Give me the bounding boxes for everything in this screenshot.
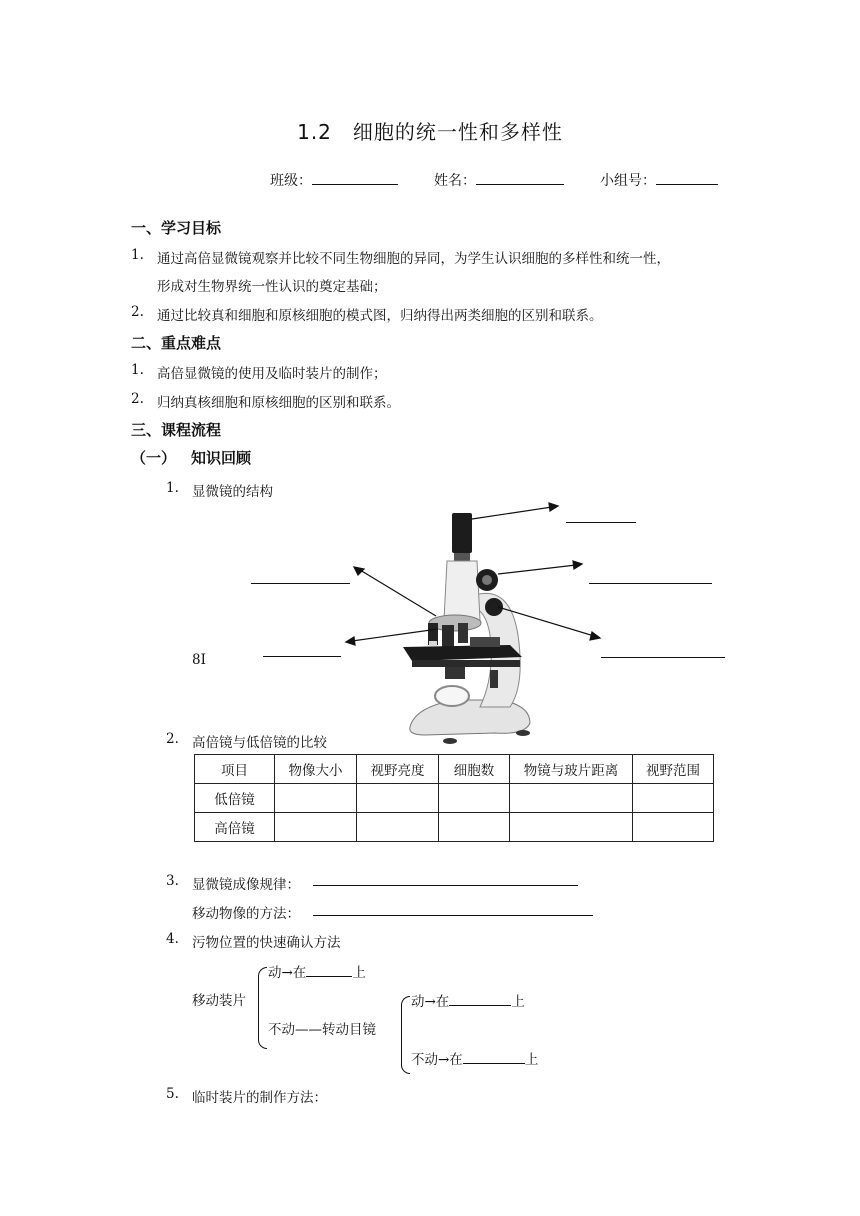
keypoint-1-text: 高倍显微镜的使用及临时装片的制作； — [157, 366, 387, 382]
eye-no-suffix: 上 — [524, 1052, 539, 1068]
group-field — [600, 170, 718, 190]
goal-2-text: 通过比较真和细胞和原核细胞的模式图，归纳得出两类细胞的区别和联系。 — [157, 308, 603, 324]
table-header-cell: 细胞数 — [439, 755, 510, 784]
goal-1-text-cont: 形成对生物界统一性认识的奠定基础； — [157, 279, 387, 295]
q3-text-imaging: 显微镜成像规律： — [192, 877, 300, 893]
name-label: 姓名： — [434, 173, 476, 189]
table-header-cell: 物像大小 — [275, 755, 357, 784]
move-yes-blank[interactable] — [306, 962, 352, 977]
keypoint-1-num: 1. — [131, 362, 144, 378]
answer-line-objective[interactable] — [263, 656, 341, 657]
goal-1-text: 通过高倍显微镜观察并比较不同生物细胞的异同，为学生认识细胞的多样性和统一性， — [157, 251, 670, 267]
table-cell[interactable] — [510, 784, 633, 813]
table-cell[interactable] — [357, 813, 439, 842]
answer-line-eyepiece[interactable] — [566, 522, 636, 523]
eye-no-blank[interactable] — [463, 1049, 525, 1064]
q3-text-move: 移动物像的方法： — [192, 906, 300, 922]
page-title: 1.2 细胞的统一性和多样性 — [297, 120, 563, 144]
imaging-rule-blank[interactable] — [313, 885, 578, 886]
table-cell[interactable] — [275, 784, 357, 813]
table-cell[interactable] — [510, 813, 633, 842]
table-header-cell: 项目 — [195, 755, 275, 784]
keypoint-2-num: 2. — [131, 391, 144, 407]
class-label: 班级： — [270, 173, 312, 189]
microscope-figure — [240, 495, 740, 750]
subsection-num: （一） — [131, 449, 177, 467]
q1-num: 1. — [166, 480, 179, 496]
eye-no-text: 不动→在 — [411, 1052, 463, 1068]
class-blank[interactable] — [312, 170, 398, 185]
eye-yes-row — [411, 990, 525, 1010]
class-field — [270, 170, 398, 190]
q1-text: 显微镜的结构 — [192, 484, 273, 500]
eye-no-row — [411, 1048, 538, 1068]
move-yes-suffix: 上 — [352, 965, 366, 981]
section-heading-keypoints: 二、重点难点 — [131, 334, 222, 352]
q1-side-label: 8I — [192, 652, 206, 668]
q5-num: 5. — [166, 1086, 179, 1102]
table-cell[interactable] — [633, 784, 714, 813]
q4-text: 污物位置的快速确认方法 — [192, 935, 341, 951]
goal-2-num: 2. — [131, 304, 144, 320]
table-header-cell: 物镜与玻片距离 — [510, 755, 633, 784]
table-row-label: 高倍镜 — [195, 813, 275, 842]
move-slide-label: 移动装片 — [192, 993, 246, 1009]
move-yes-text: 动→在 — [268, 965, 307, 981]
section-heading-process: 三、课程流程 — [131, 421, 222, 439]
keypoint-2-text: 归纳真核细胞和原核细胞的区别和联系。 — [157, 395, 400, 411]
group-label: 小组号： — [600, 173, 656, 189]
table-cell[interactable] — [439, 813, 510, 842]
table-row — [195, 784, 714, 813]
microscope-icon — [403, 513, 530, 744]
table-header-cell: 视野亮度 — [357, 755, 439, 784]
group-blank[interactable] — [656, 170, 718, 185]
brace-right — [401, 996, 410, 1074]
q3-num: 3. — [166, 873, 179, 889]
eye-yes-suffix: 上 — [511, 994, 525, 1010]
eye-yes-text: 动→在 — [411, 994, 450, 1010]
table-cell[interactable] — [633, 813, 714, 842]
comparison-table — [194, 754, 714, 842]
table-cell[interactable] — [357, 784, 439, 813]
move-method-blank[interactable] — [313, 915, 593, 916]
answer-line-nosepiece[interactable] — [251, 583, 350, 584]
table-header-cell: 视野范围 — [633, 755, 714, 784]
q5-text: 临时装片的制作方法： — [192, 1090, 327, 1106]
subsection-heading: 知识回顾 — [191, 449, 252, 467]
name-field — [434, 170, 564, 190]
goal-1-num: 1. — [131, 247, 144, 263]
brace-left — [258, 967, 267, 1049]
q4-num: 4. — [166, 931, 179, 947]
table-cell[interactable] — [439, 784, 510, 813]
table-row — [195, 813, 714, 842]
name-blank[interactable] — [476, 170, 564, 185]
move-yes-row — [268, 961, 366, 981]
q2-text: 高倍镜与低倍镜的比较 — [192, 735, 327, 751]
section-heading-goals: 一、学习目标 — [131, 219, 222, 237]
table-header-row — [195, 755, 714, 784]
table-row-label: 低倍镜 — [195, 784, 275, 813]
eye-yes-blank[interactable] — [449, 991, 511, 1006]
q2-num: 2. — [166, 731, 179, 747]
answer-line-fine-knob[interactable] — [601, 657, 725, 658]
move-no-text: 不动——转动目镜 — [268, 1022, 376, 1038]
table-cell[interactable] — [275, 813, 357, 842]
answer-line-coarse-knob[interactable] — [589, 583, 712, 584]
